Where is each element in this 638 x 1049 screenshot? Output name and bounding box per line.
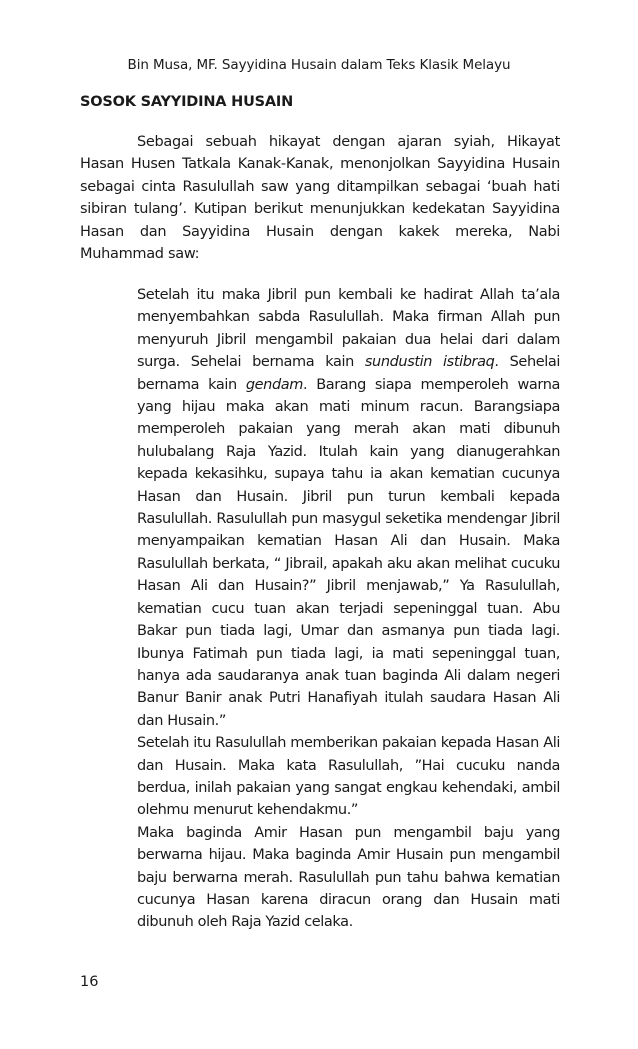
intro-text: Sebagai sebuah hikayat dengan ajaran syiah, Hikayat Hasan Husen Tatkala Kanak-Kanak, menonjolkan Sayyidina Husain sebagai cinta Rasulullah saw yang ditampilkan sebagai ‘buah hati sibiran tulang’. Kutipan berikut menunjukkan kedekatan Sayyidina Hasan dan Sayyidina Husain dengan kakek mereka, Nabi Muhammad saw:	[80, 134, 560, 263]
italic-term: sundustin istibraq	[364, 354, 495, 371]
running-header: Bin Musa, MF. Sayyidina Husain dalam Teks Klasik Melayu	[127, 57, 511, 73]
intro-paragraph	[80, 131, 560, 265]
page-number: 16	[80, 974, 99, 990]
section-title: SOSOK SAYYIDINA HUSAIN	[80, 94, 294, 110]
quote-text: Setelah itu maka Jibril pun kembali ke hadirat Allah ta’ala menyembahkan sabda Rasulullah. Maka firman Allah pun menyuruh Jibril mengambil pakaian dua helai dari dalam surga. Sehelai bernama kain	[137, 287, 560, 371]
quote-paragraph-2: Setelah itu Rasulullah memberikan pakaian kepada Hasan Ali dan Husain. Maka kata Rasulullah, ”Hai cucuku nanda berdua, inilah pakaian yang sangat engkau kehendaki, ambil olehmu menurut kehendakmu.”	[137, 735, 560, 819]
quote-paragraph-3: Maka baginda Amir Hasan pun mengambil baju yang berwarna hijau. Maka baginda Amir Husain pun mengambil baju berwarna merah. Rasulullah pun tahu bahwa kematian cucunya Hasan karena diracun orang dan Husain mati dibunuh oleh Raja Yazid celaka.	[137, 824, 560, 931]
quote-paragraph-1	[137, 284, 560, 732]
quote-text: . Sehelai bernama kain	[137, 354, 561, 393]
quote-text: . Barang siapa memperoleh warna yang hijau maka akan mati minum racun. Barangsiapa memperoleh pakaian yang merah akan mati dibunuh hulubalang Raja Yazid. Itulah kain yang dianugerahkan kepada kekasihku, supaya tahu ia akan kematian cucunya Hasan dan Husain. Jibril pun turun kembali kepada Rasulullah. Rasulullah pun masygul seketika mendengar Jibril menyampaikan kematian Hasan Ali dan Husain. Maka Rasulullah berkata, “ Jibrail, apakah aku akan melihat cucuku Hasan Ali dan Husain?” Jibril menjawab,” Ya Rasulullah, kematian cucu tuan akan terjadi sepeninggal tuan. Abu Bakar pun tiada lagi, Umar dan asmanya pun tiada lagi. Ibunya Fatimah pun tiada lagi, ia mati sepeninggal tuan, hanya ada saudaranya anak tuan baginda Ali dalam negeri Banur Banir anak Putri Hanafiyah itulah saudara Hasan Ali dan Husain.”	[137, 376, 560, 729]
italic-term: gendam	[245, 376, 303, 393]
block-quote	[137, 284, 560, 934]
